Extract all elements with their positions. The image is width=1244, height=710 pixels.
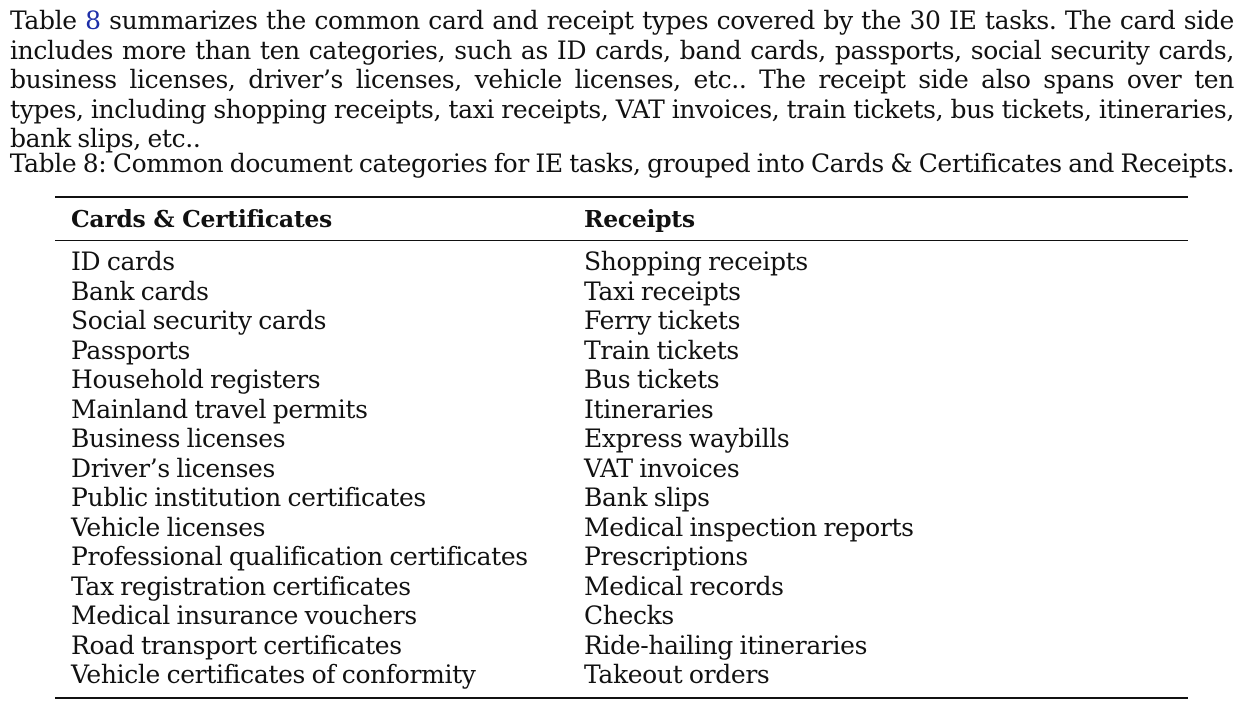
table-row bbox=[55, 454, 1188, 484]
table-row bbox=[55, 513, 1188, 543]
cell-receipt-type: Ferry tickets bbox=[584, 306, 741, 336]
cell-card-type: Mainland travel permits bbox=[71, 394, 368, 424]
table-row bbox=[55, 395, 1188, 425]
cell-receipt-type: Bus tickets bbox=[584, 365, 720, 395]
cell-receipt-type: Takeout orders bbox=[584, 660, 770, 690]
table-row bbox=[55, 424, 1188, 454]
table-row bbox=[55, 631, 1188, 661]
cell-card-type: Public institution certificates bbox=[71, 483, 426, 513]
cell-receipt-type: Bank slips bbox=[584, 483, 710, 513]
cell-receipt-type: Train tickets bbox=[584, 335, 739, 365]
header-cards-certificates: Cards & Certificates bbox=[71, 205, 332, 233]
table-row bbox=[55, 660, 1188, 690]
cell-card-type: Road transport certificates bbox=[71, 630, 402, 660]
cell-card-type: ID cards bbox=[71, 247, 175, 277]
cell-receipt-type: Shopping receipts bbox=[584, 247, 808, 277]
cell-card-type: Tax registration certificates bbox=[71, 571, 411, 601]
cell-receipt-type: VAT invoices bbox=[584, 453, 740, 483]
table-row bbox=[55, 277, 1188, 307]
table-reference-link[interactable]: 8 bbox=[85, 6, 101, 35]
cell-receipt-type: Taxi receipts bbox=[584, 276, 741, 306]
cell-receipt-type: Checks bbox=[584, 601, 674, 631]
table-row bbox=[55, 601, 1188, 631]
table-body bbox=[55, 241, 1188, 697]
cell-card-type: Vehicle certificates of conformity bbox=[71, 660, 476, 690]
paragraph-text-rest: summarizes the common card and receipt types covered by the 30 IE tasks. The card side includes more than ten categories, such as ID cards, band cards, passports, social security cards, business licenses, driver’s licenses, vehicle licenses, etc.. The receipt side also spans over ten types, including shopping receipts, taxi receipts, VAT invoices, train tickets, bus tickets, itineraries, bank slips, etc.. bbox=[10, 6, 1235, 153]
table-row bbox=[55, 306, 1188, 336]
table-bottom-rule bbox=[55, 697, 1188, 699]
document-categories-table bbox=[55, 196, 1188, 699]
table-row bbox=[55, 336, 1188, 366]
table-row bbox=[55, 572, 1188, 602]
cell-card-type: Business licenses bbox=[71, 424, 286, 454]
header-receipts: Receipts bbox=[584, 205, 695, 233]
table-row bbox=[55, 483, 1188, 513]
cell-receipt-type: Express waybills bbox=[584, 424, 790, 454]
cell-card-type: Driver’s licenses bbox=[71, 453, 275, 483]
cell-receipt-type: Medical records bbox=[584, 571, 784, 601]
table-row bbox=[55, 542, 1188, 572]
cell-card-type: Vehicle licenses bbox=[71, 512, 266, 542]
cell-card-type: Professional qualification certificates bbox=[71, 542, 528, 572]
cell-receipt-type: Ride-hailing itineraries bbox=[584, 630, 868, 660]
cell-card-type: Bank cards bbox=[71, 276, 209, 306]
table-row bbox=[55, 365, 1188, 395]
paragraph-text-start: Table bbox=[10, 6, 86, 35]
table-header-row bbox=[55, 198, 1188, 240]
cell-receipt-type: Prescriptions bbox=[584, 542, 748, 572]
cell-receipt-type: Itineraries bbox=[584, 394, 714, 424]
cell-card-type: Social security cards bbox=[71, 306, 327, 336]
cell-card-type: Household registers bbox=[71, 365, 321, 395]
cell-receipt-type: Medical inspection reports bbox=[584, 512, 914, 542]
table-caption: Table 8: Common document categories for IE tasks, grouped into Cards & Certificates and Receipts. bbox=[9, 149, 1235, 178]
cell-card-type: Medical insurance vouchers bbox=[71, 601, 417, 631]
body-paragraph bbox=[10, 6, 1234, 154]
table-row bbox=[55, 247, 1188, 277]
cell-card-type: Passports bbox=[71, 335, 190, 365]
